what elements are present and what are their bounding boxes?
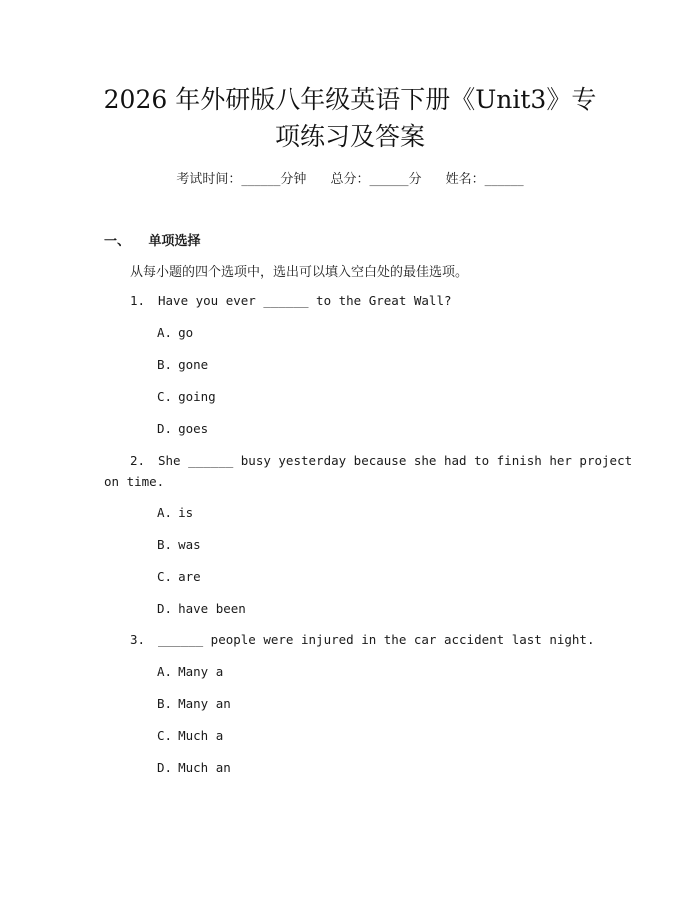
exam-time-field: 考试时间：______分钟 — [176, 172, 307, 187]
question-text: ______ people were injured in the car accident last night. — [158, 632, 595, 647]
question-2 — [104, 453, 632, 468]
option-text: are — [178, 569, 201, 584]
option-text: is — [178, 505, 194, 520]
option-text: have been — [178, 601, 246, 616]
question-text: She ______ busy yesterday because she had to finish her project — [158, 453, 633, 468]
student-name-field: 姓名：______ — [445, 172, 524, 187]
question-2-option-d — [157, 601, 246, 616]
document-title-line-2: 项练习及答案 — [274, 122, 425, 151]
option-text: gone — [178, 357, 209, 372]
question-2-option-a — [157, 505, 193, 520]
question-number: 3. — [130, 632, 146, 647]
option-letter: A. — [157, 325, 173, 340]
option-text: was — [178, 537, 201, 552]
section-number: 一、 — [104, 234, 131, 249]
section-title: 单项选择 — [148, 234, 201, 249]
document-title-line-1: 2026 年外研版八年级英语下册《Unit3》专 — [103, 85, 597, 114]
option-text: go — [178, 325, 194, 340]
question-3-option-a — [157, 664, 223, 679]
question-text: Have you ever ______ to the Great Wall? — [158, 293, 452, 308]
question-1 — [104, 293, 452, 308]
question-1-option-d — [157, 421, 208, 436]
question-3 — [104, 632, 595, 647]
option-letter: C. — [157, 389, 173, 404]
question-2-continuation: on time. — [104, 474, 165, 489]
question-2-option-b — [157, 537, 201, 552]
exam-meta-row — [0, 168, 700, 187]
option-letter: D. — [157, 760, 173, 775]
option-text: Much a — [178, 728, 224, 743]
option-text: going — [178, 389, 216, 404]
question-1-option-b — [157, 357, 208, 372]
option-text: goes — [178, 421, 209, 436]
section-instruction: 从每小题的四个选项中，选出可以填入空白处的最佳选项。 — [130, 265, 469, 280]
question-2-option-c — [157, 569, 201, 584]
option-letter: A. — [157, 664, 173, 679]
option-letter: B. — [157, 696, 173, 711]
option-text: Many an — [178, 696, 231, 711]
question-3-option-d — [157, 760, 231, 775]
total-score-field: 总分：______分 — [330, 172, 422, 187]
option-letter: C. — [157, 728, 173, 743]
option-letter: D. — [157, 601, 173, 616]
option-text: Many a — [178, 664, 224, 679]
option-letter: B. — [157, 537, 173, 552]
question-3-option-c — [157, 728, 223, 743]
question-1-option-c — [157, 389, 216, 404]
option-letter: A. — [157, 505, 173, 520]
section-heading — [104, 230, 201, 249]
option-text: Much an — [178, 760, 231, 775]
question-1-option-a — [157, 325, 193, 340]
question-number: 1. — [130, 293, 146, 308]
question-number: 2. — [130, 453, 146, 468]
option-letter: B. — [157, 357, 173, 372]
question-3-option-b — [157, 696, 231, 711]
option-letter: C. — [157, 569, 173, 584]
option-letter: D. — [157, 421, 173, 436]
